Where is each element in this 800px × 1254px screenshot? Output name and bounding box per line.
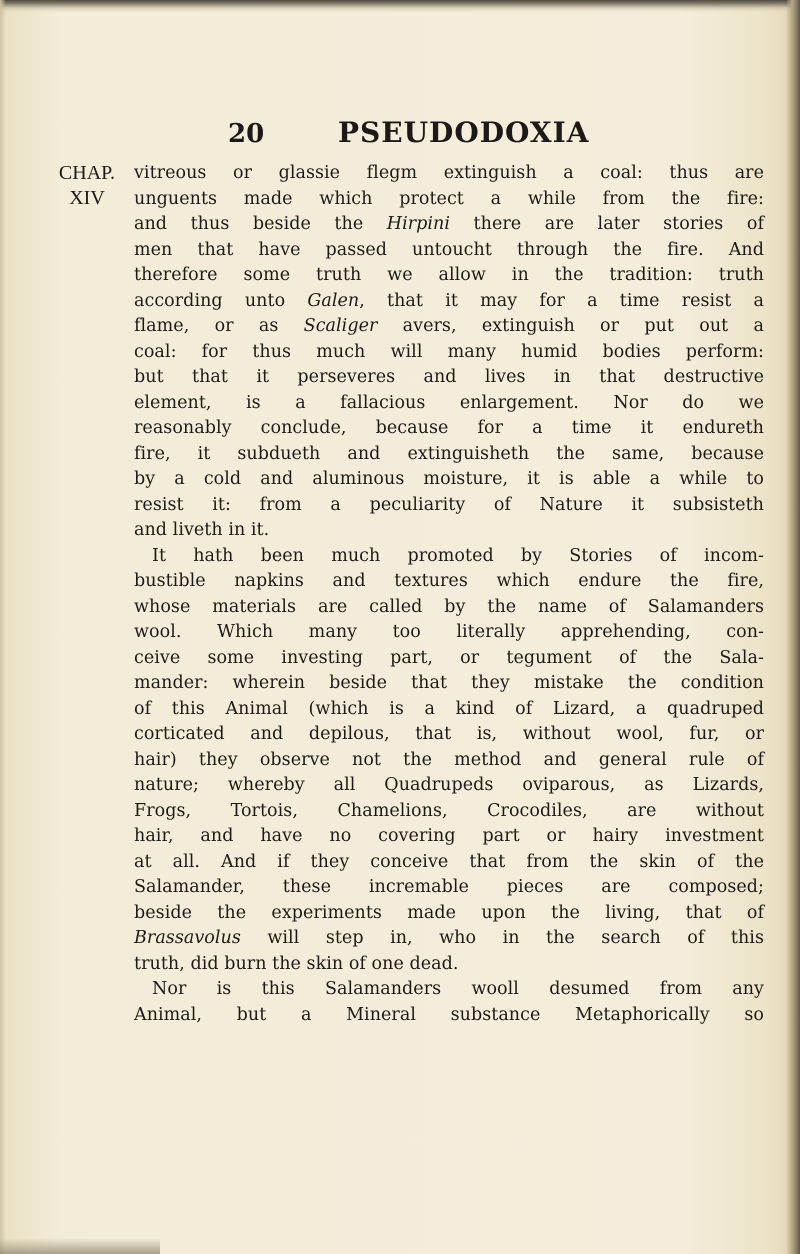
- page-number: 20: [228, 119, 265, 149]
- italic-name: Scaliger: [303, 316, 378, 336]
- text-segment: corticated and depilous, that is, without wool, fur, or: [134, 724, 764, 744]
- text-segment: whose materials are called by the name of Salamanders: [134, 596, 764, 617]
- text-segment: and thus beside the: [134, 214, 387, 234]
- text-line: [134, 799, 764, 825]
- text-line: [134, 391, 764, 417]
- text-segment: vitreous or glassie flegm extinguish a coal: thus are: [134, 163, 764, 183]
- text-line: [134, 314, 764, 340]
- text-line: [134, 161, 764, 187]
- text-segment: beside the experiments made upon the living, that of: [134, 902, 764, 923]
- text-segment: wool. Which many too literally apprehending, con-: [134, 622, 764, 642]
- text-line: [134, 416, 764, 442]
- right-page-edge-shadow: [786, 0, 800, 1254]
- text-segment: bustible napkins and textures which endure the fire,: [134, 571, 764, 591]
- top-binding-shadow: [0, 0, 800, 12]
- text-line: [134, 544, 764, 570]
- text-segment: there are later stories of: [450, 214, 764, 234]
- text-segment: and liveth in it.: [134, 520, 270, 540]
- text-line: [134, 875, 764, 901]
- chapter-number: XIV: [69, 187, 105, 209]
- bottom-page-shadow: [0, 1238, 160, 1254]
- text-line: [134, 671, 764, 697]
- text-line: [134, 620, 764, 646]
- text-line: [134, 493, 764, 519]
- text-segment: coal: for thus much will many humid bodies perform:: [134, 341, 764, 362]
- text-segment: fire, it subdueth and extinguisheth the same, because: [134, 443, 764, 464]
- text-segment: mander: wherein beside that they mistake the condition: [134, 673, 764, 693]
- text-segment: but that it perseveres and lives in that destructive: [134, 367, 764, 387]
- text-segment: It hath been much promoted by Stories of incom-: [152, 545, 764, 566]
- text-line: [134, 977, 764, 1003]
- text-line: [134, 212, 764, 238]
- running-title: PSEUDODOXIA: [338, 116, 590, 149]
- text-line: [134, 187, 764, 213]
- text-line: [134, 748, 764, 774]
- text-segment: Animal, but a Mineral substance Metaphorically so: [134, 1004, 764, 1025]
- text-line: [134, 901, 764, 927]
- text-segment: hair) they observe not the method and general rule of: [134, 749, 764, 770]
- text-segment: of this Animal (which is a kind of Lizard, a quadruped: [134, 698, 764, 719]
- text-line: [134, 263, 764, 289]
- text-segment: reasonably conclude, because for a time it endureth: [134, 418, 764, 438]
- text-segment: Frogs, Tortois, Chamelions, Crocodiles, are without: [134, 800, 764, 821]
- italic-name: Brassavolus: [134, 928, 241, 948]
- text-line: [134, 467, 764, 493]
- text-line: [134, 646, 764, 672]
- text-line: [134, 289, 764, 315]
- text-line: [134, 238, 764, 264]
- text-segment: by a cold and aluminous moisture, it is able a while to: [134, 469, 764, 489]
- text-line: [134, 722, 764, 748]
- text-line: [134, 442, 764, 468]
- text-segment: according unto: [134, 290, 308, 311]
- text-segment: hair, and have no covering part or hairy investment: [134, 826, 764, 846]
- italic-name: Galen: [307, 290, 360, 311]
- text-segment: nature; whereby all Quadrupeds oviparous, as Lizards,: [134, 775, 764, 795]
- text-line: [134, 773, 764, 799]
- text-segment: will step in, who in the search of this: [240, 928, 764, 948]
- text-line: [134, 1003, 764, 1029]
- text-line: [134, 697, 764, 723]
- text-segment: Nor is this Salamanders wooll desumed from any: [152, 979, 764, 999]
- text-line: [134, 824, 764, 850]
- text-line: [134, 952, 764, 978]
- text-line: [134, 926, 764, 952]
- text-line: [134, 340, 764, 366]
- text-segment: avers, extinguish or put out a: [377, 316, 764, 336]
- text-line: [134, 850, 764, 876]
- text-segment: unguents made which protect a while from the fire:: [134, 188, 764, 209]
- text-segment: element, is a fallacious enlargement. Nor do we: [134, 392, 764, 413]
- text-line: [134, 518, 764, 544]
- text-segment: truth, did burn the skin of one dead.: [134, 953, 459, 974]
- text-segment: flame, or as: [134, 316, 304, 336]
- running-head: [228, 116, 648, 152]
- text-segment: Salamander, these incremable pieces are composed;: [134, 877, 764, 897]
- chapter-margin-note: [52, 161, 122, 211]
- text-segment: resist it: from a peculiarity of Nature it subsisteth: [134, 494, 764, 515]
- chapter-label: CHAP.: [58, 162, 116, 184]
- text-segment: , that it may for a time resist a: [359, 290, 764, 311]
- text-line: [134, 595, 764, 621]
- text-line: [134, 365, 764, 391]
- text-segment: men that have passed untoucht through the fire. And: [134, 239, 764, 260]
- text-line: [134, 569, 764, 595]
- body-text: [134, 161, 764, 1028]
- italic-name: Hirpini: [386, 214, 451, 234]
- text-segment: at all. And if they conceive that from the skin of the: [134, 851, 764, 872]
- text-segment: ceive some investing part, or tegument of the Sala-: [134, 647, 764, 668]
- text-segment: therefore some truth we allow in the tradition: truth: [134, 265, 764, 285]
- left-page-edge: [0, 0, 6, 1254]
